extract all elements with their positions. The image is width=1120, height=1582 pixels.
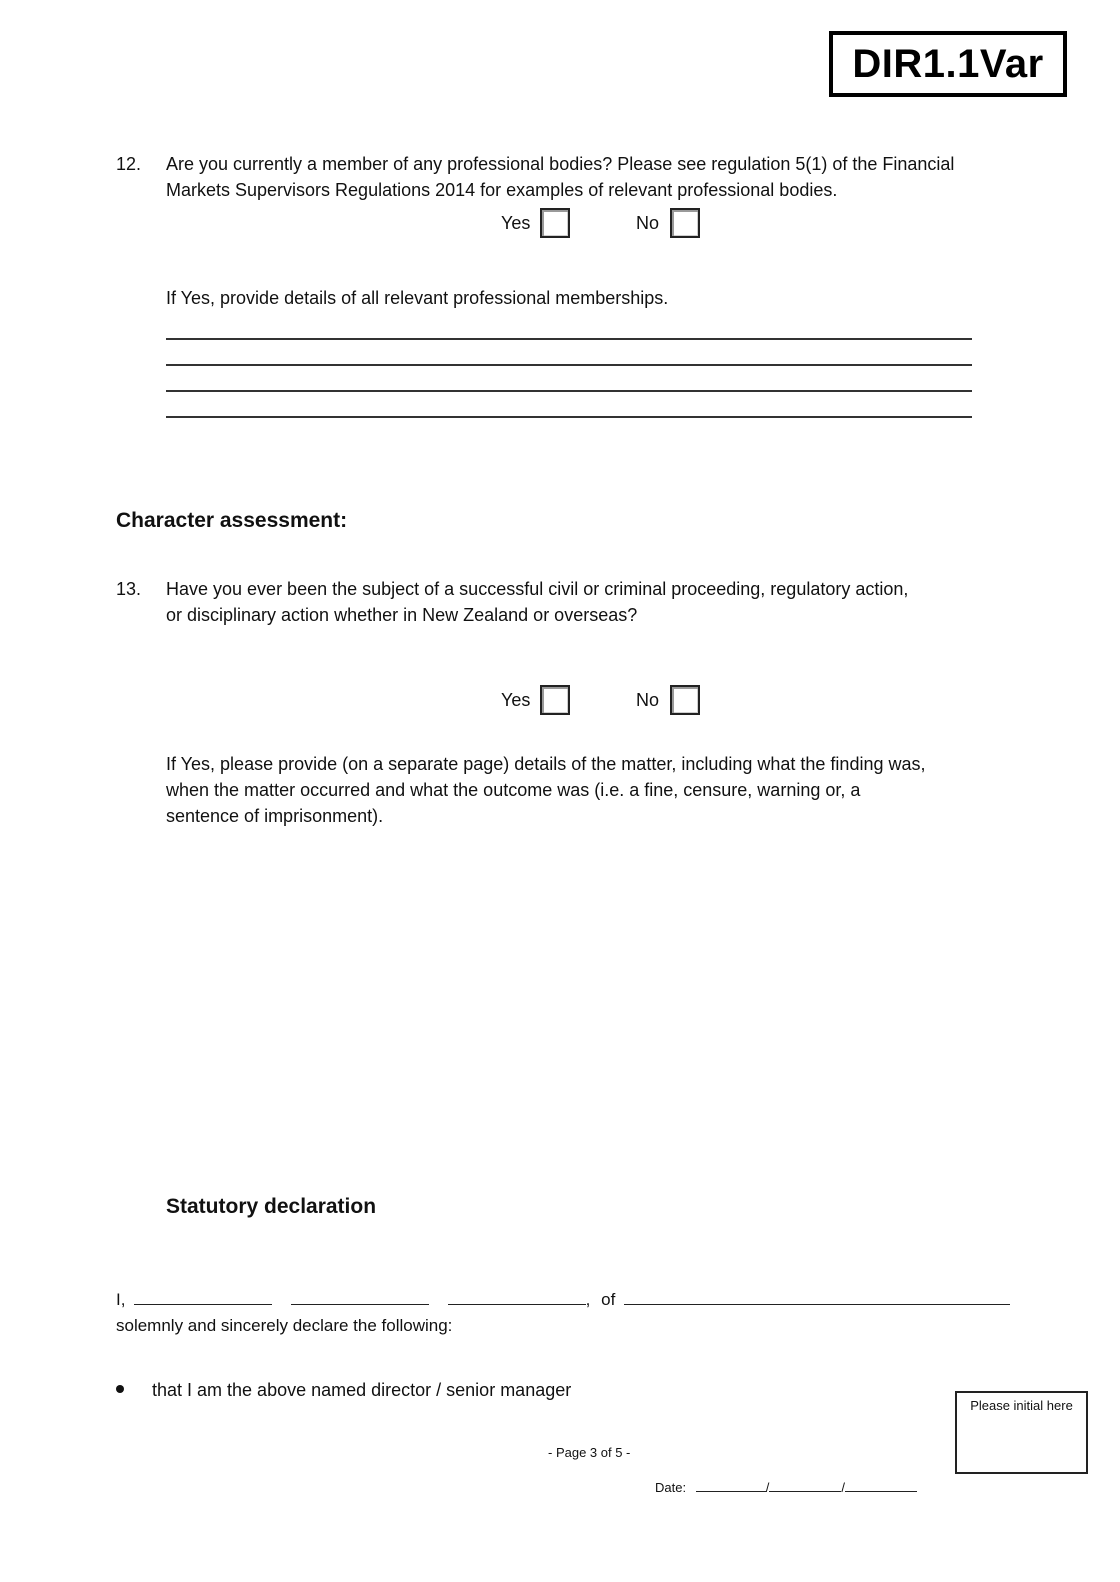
date-separator-2: / [841, 1480, 845, 1495]
of-label: of [601, 1290, 616, 1309]
declaration-prefix: I, [116, 1290, 126, 1309]
q12-answer-line-2[interactable] [166, 364, 972, 366]
initial-box-label: Please initial here [970, 1398, 1073, 1413]
address-field[interactable] [624, 1286, 1010, 1305]
page-indicator: - Page 3 of 5 - [548, 1445, 631, 1460]
question-12-text-line1: Are you currently a member of any professional bodies? Please see regulation 5(1) of the Financial [166, 154, 955, 174]
q13-yes-checkbox[interactable] [540, 685, 570, 715]
q13-no-label: No [636, 690, 660, 710]
q12-answer-line-3[interactable] [166, 390, 972, 392]
question-13-text-line1: Have you ever been the subject of a successful civil or criminal proceeding, regulatory action, [166, 579, 909, 599]
q12-no-checkbox[interactable] [670, 208, 700, 238]
q13-followup-line2: when the matter occurred and what the outcome was (i.e. a fine, censure, warning or, a [166, 780, 861, 800]
q13-followup-line3: sentence of imprisonment). [166, 806, 384, 826]
q12-yes-label: Yes [501, 213, 531, 233]
q13-yes-label: Yes [501, 690, 531, 710]
question-13-text-line2: or disciplinary action whether in New Zealand or overseas? [166, 605, 638, 625]
date-day-field[interactable] [696, 1477, 766, 1492]
q13-followup-line1: If Yes, please provide (on a separate page) details of the matter, including what the finding was, [166, 754, 926, 774]
date-month-field[interactable] [769, 1477, 841, 1492]
character-assessment-heading: Character assessment: [116, 509, 348, 532]
question-12-number: 12. [116, 154, 142, 174]
declaration-name-line [116, 1286, 1010, 1313]
form-id-badge [829, 31, 1067, 97]
declaration-bullet-1: that I am the above named director / senior manager [152, 1380, 572, 1400]
question-13-number: 13. [116, 579, 142, 599]
date-separator-1: / [765, 1480, 770, 1495]
last-name-field[interactable] [448, 1286, 586, 1305]
statutory-declaration-heading: Statutory declaration [166, 1195, 377, 1218]
q12-followup-text: If Yes, provide details of all relevant professional memberships. [166, 288, 669, 308]
date-label: Date: [655, 1480, 687, 1495]
first-name-field[interactable] [134, 1286, 272, 1305]
form-id-text: DIR1.1Var [852, 41, 1044, 86]
q12-answer-line-1[interactable] [166, 338, 972, 340]
bullet-icon [116, 1385, 124, 1393]
question-12-text-line2: Markets Supervisors Regulations 2014 for examples of relevant professional bodies. [166, 180, 838, 200]
middle-name-field[interactable] [291, 1286, 429, 1305]
q12-yes-checkbox[interactable] [540, 208, 570, 238]
declaration-comma: , [585, 1290, 591, 1309]
q13-no-checkbox[interactable] [670, 685, 700, 715]
q12-answer-line-4[interactable] [166, 416, 972, 418]
declaration-statement: solemnly and sincerely declare the following: [116, 1316, 453, 1335]
date-row [655, 1477, 917, 1495]
q12-no-label: No [636, 213, 660, 233]
initial-box[interactable] [955, 1391, 1088, 1474]
date-year-field[interactable] [845, 1477, 917, 1492]
